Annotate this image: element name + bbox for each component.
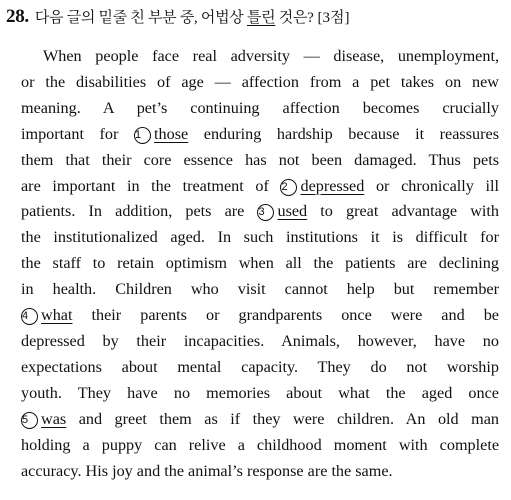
passage-line-1: When people face real adversity — disease, unemployment,: [43, 47, 499, 65]
question-prompt: [35, 6, 314, 27]
text-segment: enduring hardship because it reassures: [203, 124, 499, 143]
passage-line-5: them that their core essence has not been damaged. Thus pets: [21, 150, 499, 169]
question-header: [6, 6, 499, 30]
underlined-choice-4: what: [41, 306, 73, 325]
passage-line-17: accuracy. His joy and the animal’s response are the same.: [21, 461, 393, 480]
underlined-choice-1: those: [154, 124, 189, 143]
passage-line-4: [6, 122, 499, 148]
choice-number-2: 2: [280, 179, 297, 196]
prompt-text-before: 다음 글의 밑줄 친 부분 중, 어법상: [34, 10, 244, 26]
text-segment: are important in the treatment of: [21, 176, 269, 195]
text-segment: and greet them as if they were children. An old man: [78, 409, 499, 428]
passage-line-3: meaning. A pet’s continuing affection becomes crucially: [21, 98, 499, 117]
passage-line-9: the staff to retain optimism when all the patients are declining: [21, 254, 499, 273]
passage-line-15: [6, 407, 499, 433]
question-points: [3점]: [317, 10, 350, 26]
text-segment: their parents or grandparents once were and be: [91, 306, 499, 325]
passage-line-13: expectations about mental capacity. They do not worship: [21, 357, 499, 376]
text-segment: or chronically ill: [375, 176, 500, 195]
passage: [6, 44, 499, 484]
passage-line-11: [6, 303, 499, 329]
choice-number-4: 4: [21, 308, 38, 325]
underlined-choice-2: depressed: [300, 176, 365, 195]
passage-line-2: or the disabilities of age — affection from a pet takes on new: [21, 72, 499, 91]
prompt-underlined-word: 틀린: [246, 10, 276, 26]
underlined-choice-3: used: [277, 202, 308, 221]
choice-number-5: 5: [21, 412, 38, 429]
passage-line-7: [6, 199, 499, 225]
prompt-text-after: 것은?: [278, 10, 314, 26]
question-number: 28.: [6, 6, 29, 27]
passage-line-6: [6, 174, 499, 200]
passage-line-16: holding a puppy can relive a childhood moment with complete: [21, 435, 499, 454]
text-segment: important for: [21, 124, 119, 143]
choice-number-1: 1: [134, 127, 151, 144]
passage-line-8: the institutionalized aged. In such institutions it is difficult for: [21, 228, 499, 247]
passage-line-12: depressed by their incapacities. Animals, however, have no: [21, 331, 499, 350]
text-segment: to great advantage with: [320, 202, 500, 221]
underlined-choice-5: was: [41, 409, 67, 428]
choice-number-3: 3: [257, 204, 274, 221]
text-segment: patients. In addition, pets are: [21, 202, 245, 221]
passage-line-14: youth. They have no memories about what the aged once: [21, 383, 499, 402]
passage-line-10: in health. Children who visit cannot help but remember: [21, 280, 499, 299]
